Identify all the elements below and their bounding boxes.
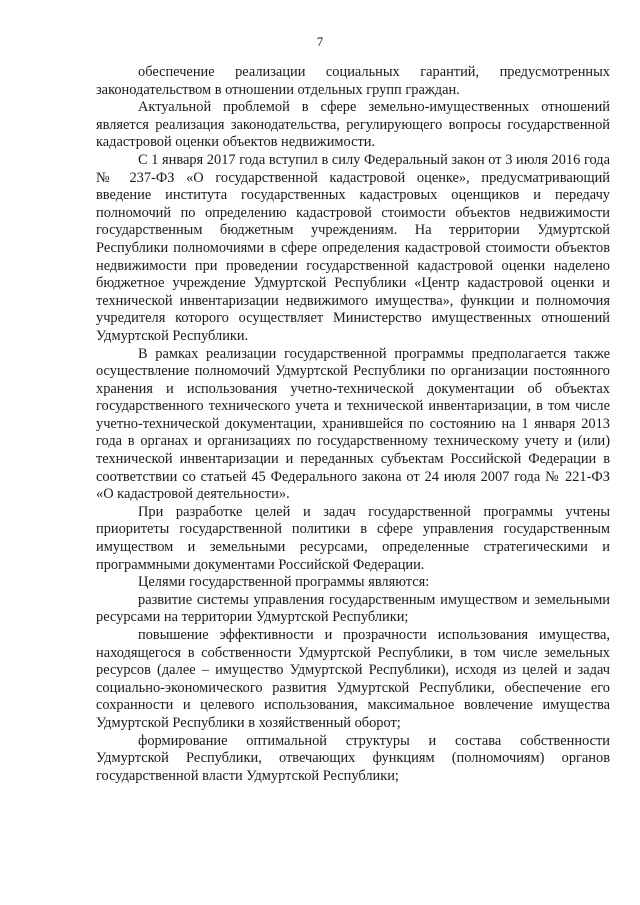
- paragraph-5: При разработке целей и задач государственной программы учтены приоритеты государственной политики в сфере управления государственным имуществом и земельными ресурсами, определенные стратегическими и программными документами Российской Федерации.: [96, 503, 610, 573]
- paragraph-7: развитие системы управления государственным имуществом и земельными ресурсами на территории Удмуртской Республики;: [96, 591, 610, 626]
- paragraph-9: формирование оптимальной структуры и состава собственности Удмуртской Республики, отвечающих функциям (полномочиям) органов государственной власти Удмуртской Республики;: [96, 732, 610, 784]
- paragraph-8: повышение эффективности и прозрачности использования имущества, находящегося в собственности Удмуртской Республики, в том числе земельных ресурсов (далее – имущество Удмуртской Республики), исходя из целей и задач социально-экономического развития Удмуртской Республики, обеспечение его сохранности и целевого использования, максимальное вовлечение имущества Удмуртской Республики в хозяйственный оборот;: [96, 627, 610, 731]
- paragraph-2: Актуальной проблемой в сфере земельно-имущественных отношений является реализация законодательства, регулирующего вопросы государственной кадастровой оценки объектов недвижимости.: [96, 99, 610, 151]
- document-body: [96, 64, 610, 785]
- paragraph-4: В рамках реализации государственной программы предполагается также осуществление полномочий Удмуртской Республики по организации постоянного хранения и использования учетно-технической документации об объектах государственного технического учета и технической инвентаризации, в том числе учетно-технической документации, хранившейся по состоянию на 1 января 2013 года в органах и организациях по государственному техническому учету и (или) технической инвентаризации и переданных субъектам Российской Федерации в соответствии со статьей 45 Федерального закона от 24 июля 2007 года № 221-ФЗ «О кадастровой деятельности».: [96, 345, 610, 503]
- paragraph-3: С 1 января 2017 года вступил в силу Федеральный закон от 3 июля 2016 года № 237-ФЗ «О государственной кадастровой оценке», предусматривающий введение института государственных кадастровых оценщиков и передачу полномочий по определению кадастровой стоимости объектов недвижимости государственным бюджетным учреждениям. На территории Удмуртской Республики полномочиями в сфере определения кадастровой стоимости объектов недвижимости при проведении государственной кадастровой оценки наделено бюджетное учреждение Удмуртской Республики «Центр кадастровой оценки и технической инвентаризации недвижимого имущества», функции и полномочия учредителя которого осуществляет Министерство имущественных отношений Удмуртской Республики.: [96, 151, 610, 344]
- page-number: 7: [316, 34, 324, 49]
- paragraph-1: обеспечение реализации социальных гарантий, предусмотренных законодательством в отношении отдельных групп граждан.: [96, 64, 610, 98]
- paragraph-6: Целями государственной программы являются:: [138, 574, 430, 591]
